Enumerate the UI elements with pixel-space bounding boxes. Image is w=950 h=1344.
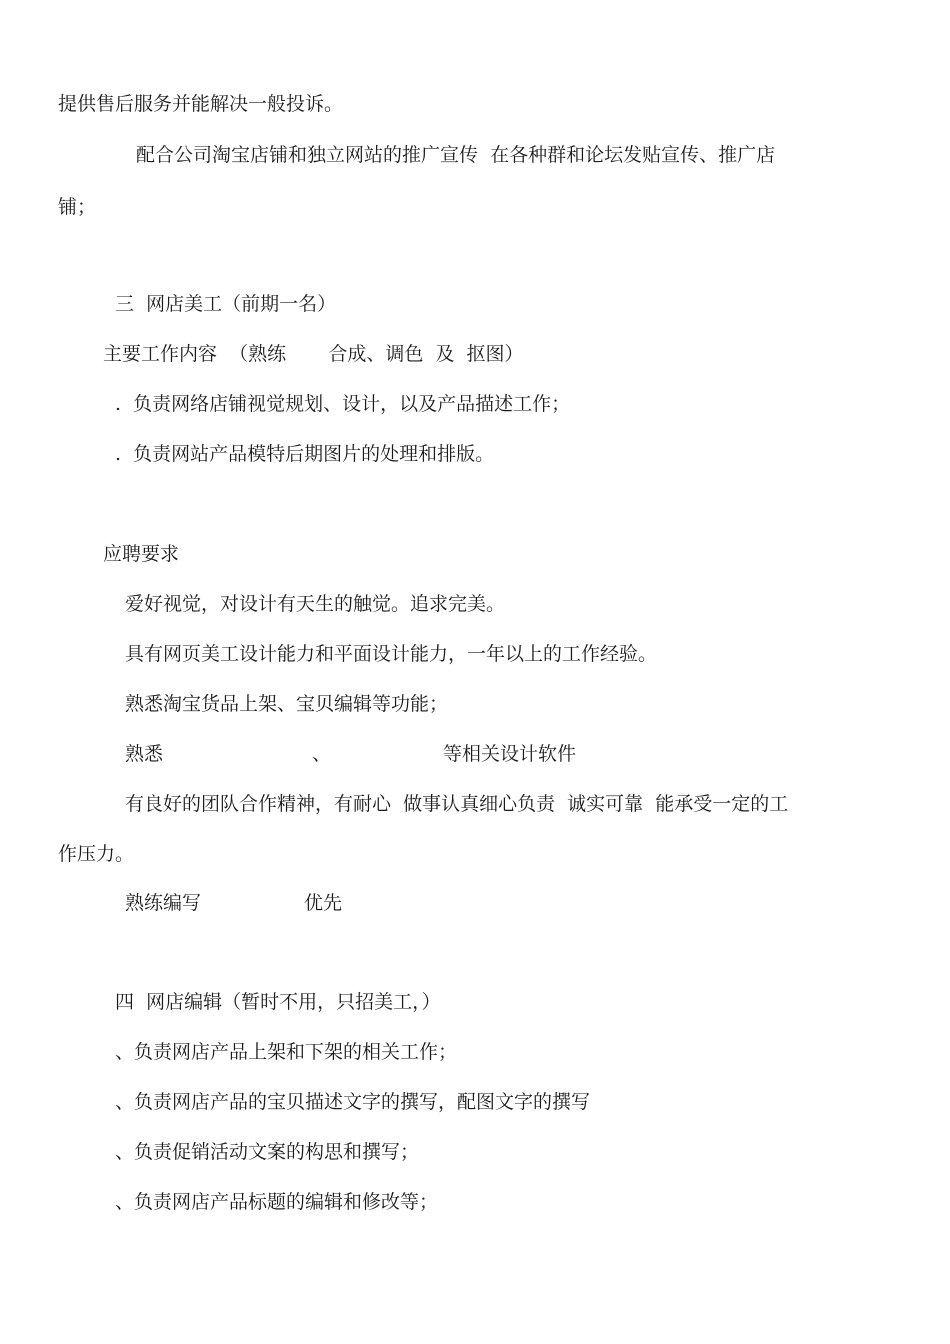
list-item-copywriting: 、负责网店产品的宝贝描述文字的撰写，配图文字的撰写	[115, 1091, 591, 1113]
requirement-software-part2: 等相关设计软件	[443, 743, 577, 765]
list-item-promotion-copy: 、负责促销活动文案的构思和撰写；	[115, 1141, 420, 1163]
requirement-design-ability: 具有网页美工设计能力和平面设计能力，一年以上的工作经验。	[125, 643, 658, 665]
requirement-visual: 爱好视觉，对设计有天生的触觉。追求完美。	[125, 593, 506, 615]
list-item-image-processing: . 负责网站产品模特后期图片的处理和排版。	[115, 443, 495, 465]
text-line-after-sales: 提供售后服务并能解决一般投诉。	[58, 93, 344, 115]
requirement-software-part1: 熟悉	[125, 743, 164, 765]
section-heading-requirements: 应聘要求	[103, 543, 180, 565]
text-line-promotion-cont: 铺；	[58, 196, 97, 218]
text-line-promotion: 配合公司淘宝店铺和独立网站的推广宣传 在各种群和论坛发贴宣传、推广店	[136, 144, 776, 166]
section-heading-designer: 三 网店美工（前期一名）	[115, 293, 337, 315]
requirement-software-separator: 、	[312, 743, 332, 765]
list-item-listing: 、负责网店产品上架和下架的相关工作；	[115, 1041, 458, 1063]
requirement-coding-part2: 优先	[304, 892, 343, 914]
list-item-visual-planning: . 负责网络店铺视觉规划、设计，以及产品描述工作；	[115, 393, 571, 415]
requirement-coding-part1: 熟练编写	[125, 892, 202, 914]
requirement-taobao: 熟悉淘宝货品上架、宝贝编辑等功能；	[125, 693, 449, 715]
list-item-title-editing: 、负责网店产品标题的编辑和修改等；	[115, 1191, 439, 1213]
section-heading-editor: 四 网店编辑（暂时不用，只招美工，）	[115, 991, 441, 1013]
requirement-teamwork-cont: 作压力。	[58, 843, 135, 865]
text-line-main-duties: 主要工作内容 （熟练 合成、调色 及 抠图）	[103, 343, 524, 365]
requirement-teamwork: 有良好的团队合作精神，有耐心 做事认真细心负责 诚实可靠 能承受一定的工	[125, 793, 789, 815]
